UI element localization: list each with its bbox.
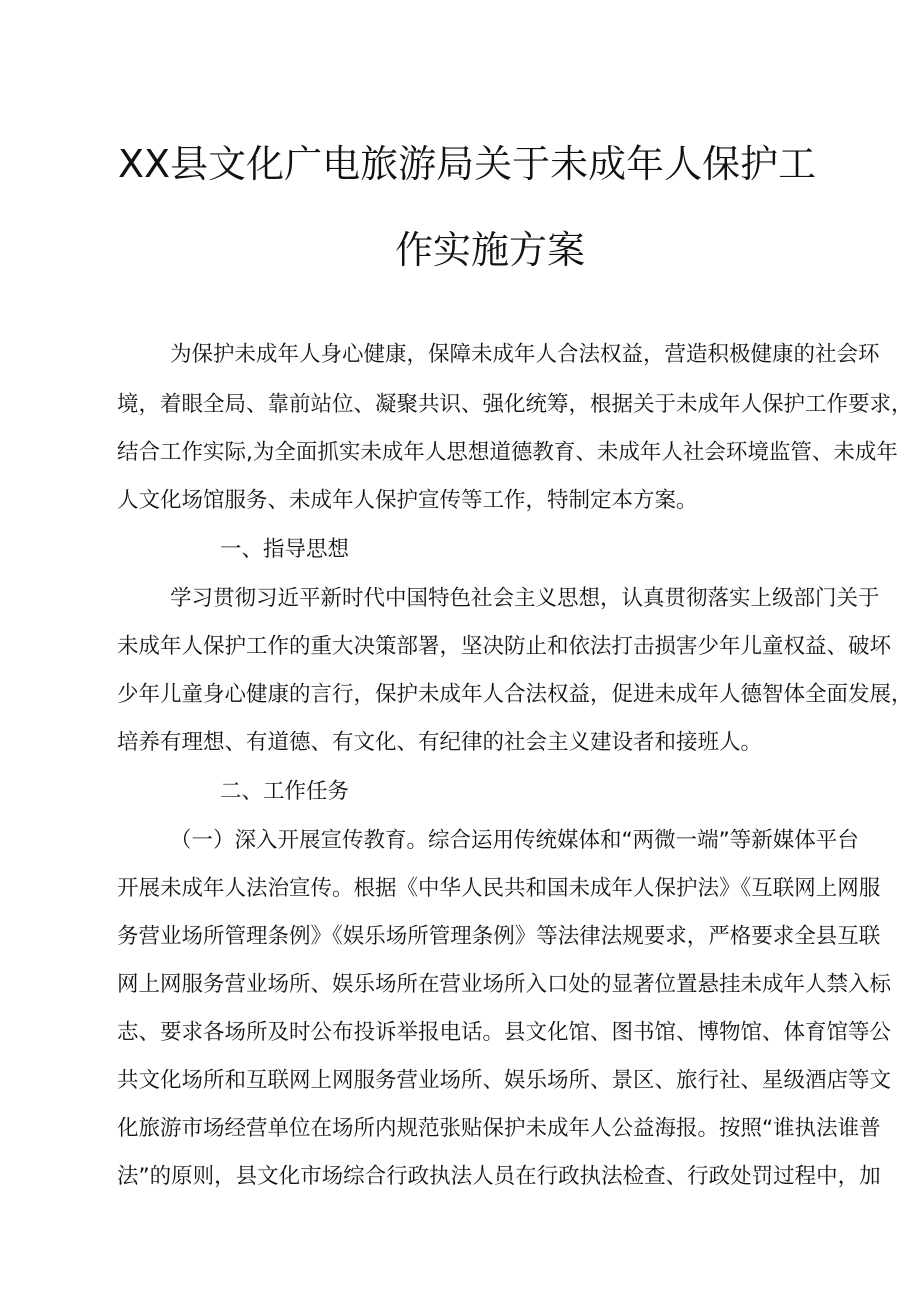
intro-line: 人文化场馆服务、未成年人保护宣传等工作，特制定本方案。 [117,488,698,513]
section-heading-work-tasks: 二、工作任务 [220,779,350,804]
intro-line: 境，着眼全局、靠前站位、凝聚共识、强化统筹，根据关于未成年人保护工作要求， [117,392,913,417]
section2-line: 志、要求各场所及时公布投诉举报电话。县文化馆、图书馆、博物馆、体育馆等公 [117,1020,892,1045]
section-heading-guiding-thought: 一、指导思想 [220,537,350,562]
document-title-line-2: 作实施方案 [395,228,586,272]
intro-line: 结合工作实际,为全面抓实未成年人思想道德教育、未成年人社会环境监管、未成年 [117,440,898,465]
section2-line: 务营业场所管理条例》《娱乐场所管理条例》等法律法规要求，严格要求全县互联 [117,924,881,949]
section1-line: 少年儿童身心健康的言行，保护未成年人合法权益，促进未成年人德智体全面发展， [117,682,913,707]
document-title-line-1: XX县文化广电旅游局关于未成年人保护工 [118,142,817,186]
section1-line: 学习贯彻习近平新时代中国特色社会主义思想，认真贯彻落实上级部门关于 [170,586,880,611]
section1-line: 未成年人保护工作的重大决策部署，坚决防止和依法打击损害少年儿童权益、破坏 [117,634,892,659]
section2-line: 共文化场所和互联网上网服务营业场所、娱乐场所、景区、旅行社、星级酒店等文 [117,1068,892,1093]
section1-line: 培养有理想、有道德、有文化、有纪律的社会主义建设者和接班人。 [117,730,763,755]
section2-line: （一）深入开展宣传教育。综合运用传统媒体和“两微一端”等新媒体平台 [170,828,859,853]
section2-line: 网上网服务营业场所、娱乐场所在营业场所入口处的显著位置悬挂未成年人禁入标 [117,972,892,997]
section2-line: 开展未成年人法治宣传。根据《中华人民共和国未成年人保护法》《互联网上网服 [117,876,881,901]
intro-line: 为保护未成年人身心健康，保障未成年人合法权益，营造积极健康的社会环 [170,342,880,367]
section2-line: 化旅游市场经营单位在场所内规范张贴保护未成年人公益海报。按照“谁执法谁普 [117,1116,881,1141]
section2-line: 法”的原则，县文化市场综合行政执法人员在行政执法检查、行政处罚过程中，加 [117,1164,881,1189]
